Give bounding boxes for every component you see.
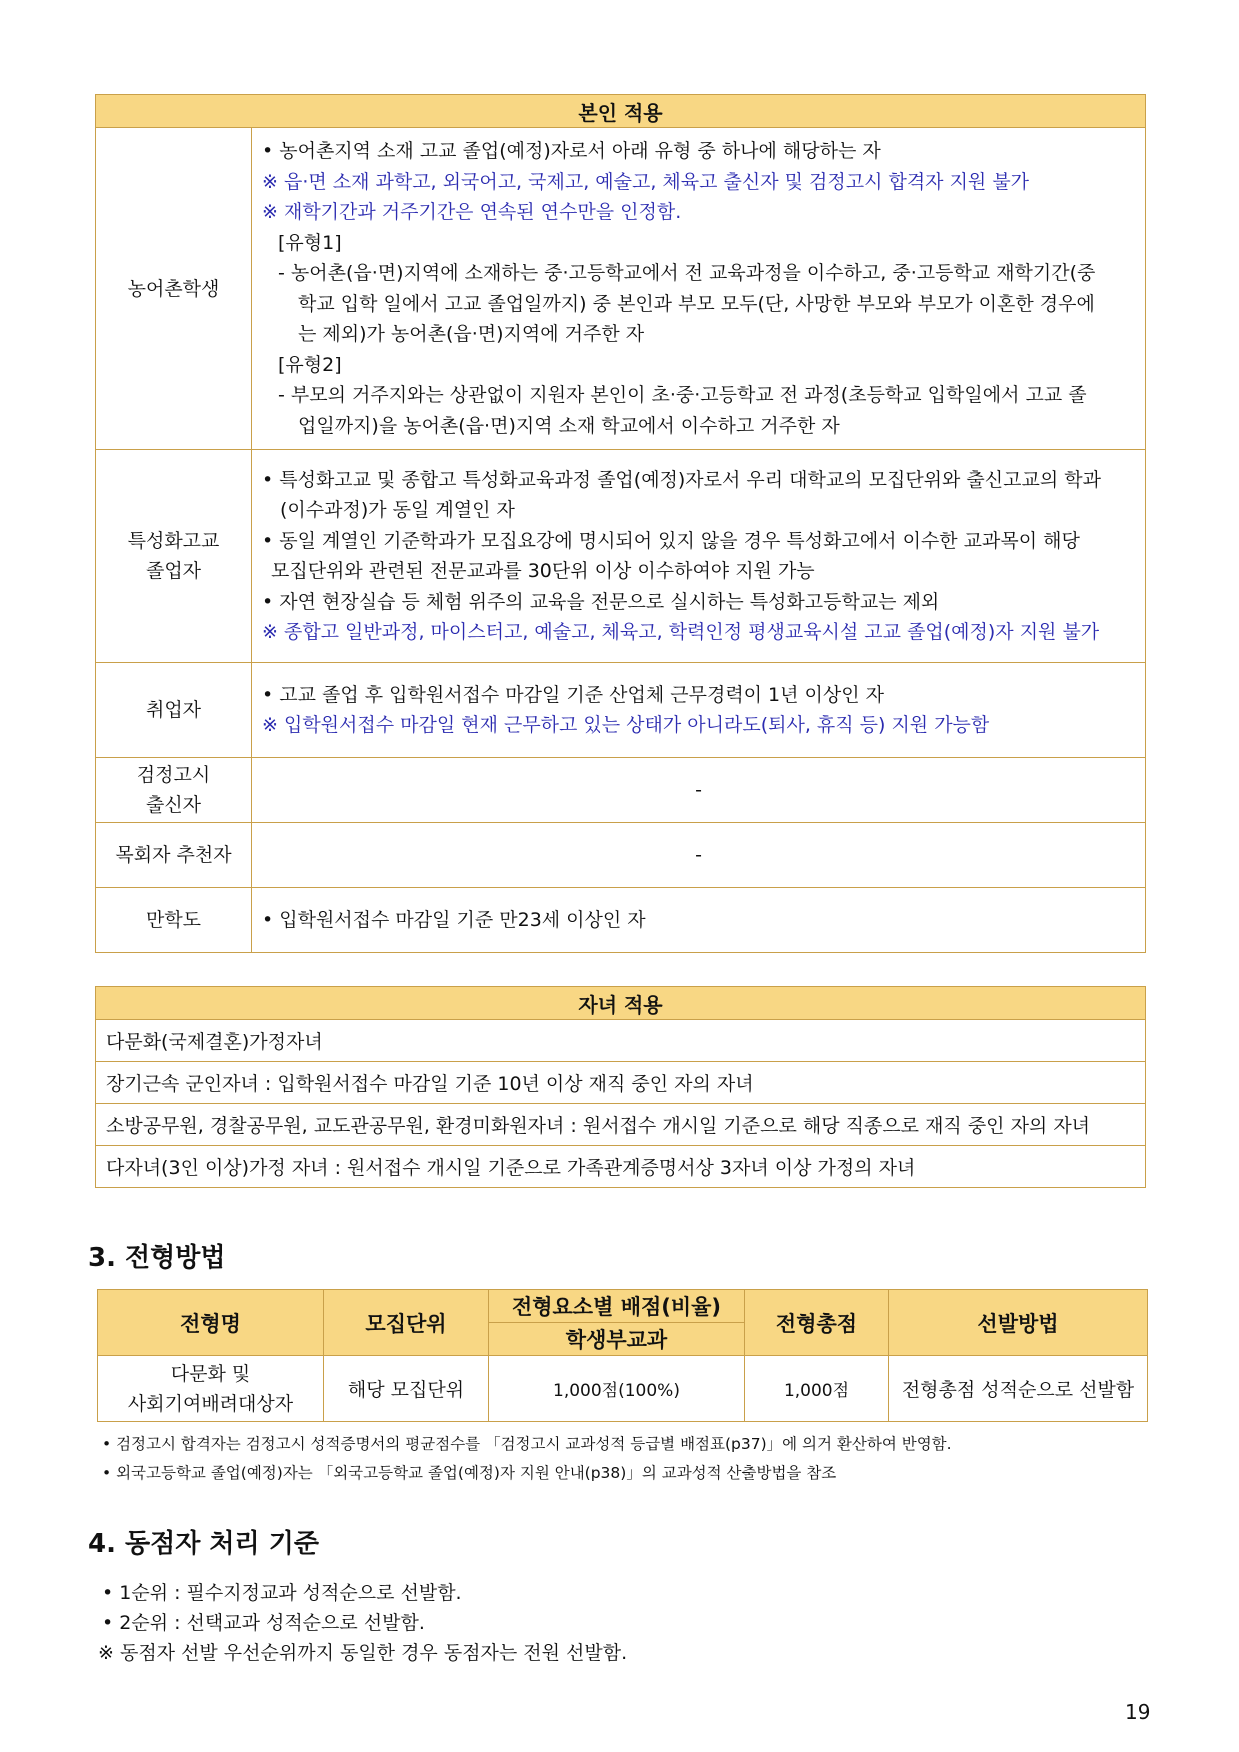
text-line: 업일까지)을 농어촌(읍·면)지역 소재 학교에서 이수하고 거주한 자 — [298, 414, 840, 437]
label-line: 특성화고교 — [127, 530, 220, 552]
col-header-name: 전형명 — [98, 1290, 324, 1356]
row-content-late-learner: • 입학원서접수 마감일 기준 만23세 이상인 자 — [252, 888, 1146, 953]
row-content-employed — [252, 663, 1146, 758]
self-eligibility-table — [95, 94, 1146, 953]
text-line: • 고교 졸업 후 입학원서접수 마감일 기준 산업체 근무경력이 1년 이상인 자 — [262, 683, 884, 706]
col-header-total: 전형총점 — [745, 1290, 889, 1356]
type-heading: [유형2] — [278, 353, 342, 376]
text-line: (이수과정)가 동일 계열인 자 — [280, 499, 515, 521]
col-header-score-sub: 학생부교과 — [489, 1323, 745, 1356]
tie-break-list — [98, 1578, 628, 1668]
text-line: • 농어촌지역 소재 고교 졸업(예정)자로서 아래 유형 중 하나에 해당하는 자 — [262, 140, 881, 162]
row-content-farming — [252, 128, 1146, 450]
text-line: - 농어촌(읍·면)지역에 소재하는 중·고등학교에서 전 교육과정을 이수하고, 중·고등학교 재학기간(중 — [278, 262, 1096, 284]
tie-break-item: • 2순위 : 선택교과 성적순으로 선발함. — [102, 1612, 425, 1634]
label-line: 검정고시 — [136, 764, 211, 786]
section-3-notes — [102, 1430, 952, 1488]
row-label-employed: 취업자 — [96, 663, 252, 758]
cell-unit: 해당 모집단위 — [324, 1356, 489, 1422]
child-row: 다문화(국제결혼)가정자녀 — [96, 1020, 1146, 1062]
text-line: • 특성화고교 및 종합고 특성화교육과정 졸업(예정)자로서 우리 대학교의 모집단위와 출신고교의 학과 — [262, 468, 1101, 491]
child-eligibility-table — [95, 986, 1146, 1188]
text-line: - 부모의 거주지와는 상관없이 지원자 본인이 초·중·고등학교 전 과정(초등학교 입학일에서 고교 졸 — [278, 384, 1087, 406]
row-label-pastor: 목회자 추천자 — [96, 823, 252, 888]
self-table-header: 본인 적용 — [96, 95, 1146, 128]
col-header-score-group: 전형요소별 배점(비율) — [489, 1290, 745, 1323]
section-3-title: 3. 전형방법 — [88, 1243, 226, 1273]
text-line: 모집단위와 관련된 전문교과를 30단위 이상 이수하여야 지원 가능 — [271, 560, 815, 582]
row-label-late-learner: 만학도 — [96, 888, 252, 953]
note-line: ※ 읍·면 소재 과학고, 외국어고, 국제고, 예술고, 체육고 출신자 및 검정고시 합격자 지원 불가 — [262, 170, 1030, 193]
row-label-farming: 농어촌학생 — [96, 128, 252, 450]
row-content-ged: - — [252, 758, 1146, 823]
note-line: ※ 입학원서접수 마감일 현재 근무하고 있는 상태가 아니라도(퇴사, 휴직 등) 지원 가능함 — [262, 714, 990, 736]
child-row: 장기근속 군인자녀 : 입학원서접수 마감일 기준 10년 이상 재직 중인 자의 자녀 — [96, 1062, 1146, 1104]
cell-score: 1,000점(100%) — [489, 1356, 745, 1422]
cell-total: 1,000점 — [745, 1356, 889, 1422]
label-line: 출신자 — [145, 794, 202, 816]
note-item: • 검정고시 합격자는 검정고시 성적증명서의 평균점수를 「검정고시 교과성적 등급별 배점표(p37)」에 의거 환산하여 반영함. — [102, 1435, 952, 1453]
note-line: ※ 재학기간과 거주기간은 연속된 연수만을 인정함. — [262, 201, 682, 223]
tie-break-item: • 1순위 : 필수지정교과 성적순으로 선발함. — [102, 1582, 462, 1604]
text-line: 학교 입학 일에서 고교 졸업일까지) 중 본인과 부모 모두(단, 사망한 부모와 부모가 이혼한 경우에 — [298, 292, 1095, 315]
text-line: 는 제외)가 농어촌(읍·면)지역에 거주한 자 — [298, 323, 645, 345]
note-item: • 외국고등학교 졸업(예정)자는 「외국고등학교 졸업(예정)자 지원 안내(p38)」의 교과성적 산출방법을 참조 — [102, 1464, 837, 1482]
cell-name — [98, 1356, 324, 1422]
cell-method: 전형총점 성적순으로 선발함 — [889, 1356, 1148, 1422]
col-header-unit: 모집단위 — [324, 1290, 489, 1356]
row-content-pastor: - — [252, 823, 1146, 888]
col-header-method: 선발방법 — [889, 1290, 1148, 1356]
text-line: • 동일 계열인 기준학과가 모집요강에 명시되어 있지 않을 경우 특성화고에서 이수한 교과목이 해당 — [262, 529, 1080, 552]
selection-method-table — [97, 1289, 1148, 1422]
tie-break-note: ※ 동점자 선발 우선순위까지 동일한 경우 동점자는 전원 선발함. — [98, 1642, 628, 1664]
row-label-vocational — [96, 450, 252, 663]
child-row: 소방공무원, 경찰공무원, 교도관공무원, 환경미화원자녀 : 원서접수 개시일 기준으로 해당 직종으로 재직 중인 자의 자녀 — [96, 1104, 1146, 1146]
text-line: • 자연 현장실습 등 체험 위주의 교육을 전문으로 실시하는 특성화고등학교는 제외 — [262, 590, 940, 613]
note-line: ※ 종합고 일반과정, 마이스터고, 예술고, 체육고, 학력인정 평생교육시설 고교 졸업(예정)자 지원 불가 — [262, 621, 1100, 643]
label-line: 졸업자 — [145, 560, 202, 582]
name-line: 사회기여배려대상자 — [127, 1392, 294, 1415]
child-table-header: 자녀 적용 — [96, 987, 1146, 1020]
name-line: 다문화 및 — [170, 1362, 251, 1385]
page-number: 19 — [1125, 1700, 1151, 1724]
row-label-ged — [96, 758, 252, 823]
child-row: 다자녀(3인 이상)가정 자녀 : 원서접수 개시일 기준으로 가족관계증명서상 3자녀 이상 가정의 자녀 — [96, 1146, 1146, 1188]
type-heading: [유형1] — [278, 231, 342, 254]
row-content-vocational — [252, 450, 1146, 663]
section-4-title: 4. 동점자 처리 기준 — [88, 1529, 319, 1559]
